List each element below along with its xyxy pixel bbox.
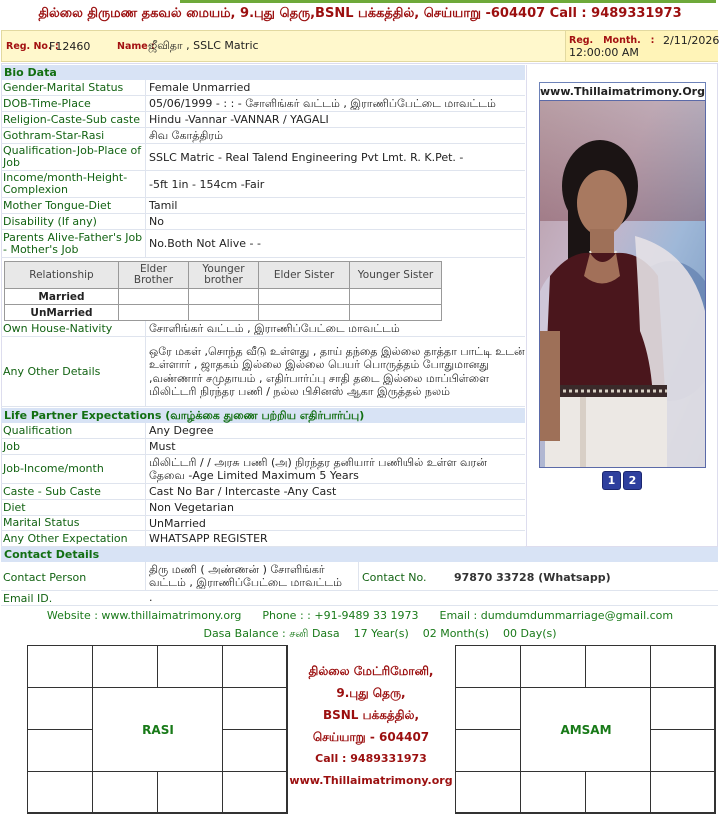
partner-row-label: Caste - Sub Caste (3, 484, 101, 498)
bio-row-label: Gothram-Star-Rasi (3, 128, 105, 142)
relationship-cell (189, 289, 259, 305)
chart-house-cell (222, 771, 288, 814)
chart-house-cell (92, 645, 158, 688)
partner-row-value: WHATSAPP REGISTER (145, 531, 525, 546)
bio-row-label: Disability (If any) (3, 214, 97, 228)
bio-data-heading: Bio Data (1, 65, 525, 80)
name-value: ஜீவிதா , SSLC Matric (148, 39, 259, 52)
partner-row-label: Diet (3, 500, 26, 514)
bio-row (1, 144, 525, 171)
relationship-cell (119, 289, 189, 305)
detail-row-value: ஒரே மகள் ,சொந்த வீடு உள்ளது , தாய் தந்தை இல்லை தாத்தா பாட்டி உடன் உள்ளார் , ஜாதகம் இல்லை இல்லை பெயர் பொருத்தம் போதுமானது ,வண்ணார் சமுதாயம் , எதிர்பார்ப்பு சாதி தடை இல்லை மாப்பிள்ளை மிலிட்டரி நிரந்தர பணி / நல்ல பிசினஸ் ஆகா இருத்தல் நலம் (145, 337, 525, 406)
relationship-header: Elder Sister (259, 262, 350, 289)
partner-row-value: Any Degree (145, 423, 525, 438)
bio-row-label: Parents Alive-Father's Job - Mother's Job (3, 230, 143, 256)
rasi-chart (27, 645, 287, 813)
contact-person-label: Contact Person (3, 571, 87, 584)
chart-house-cell (455, 771, 521, 814)
bio-row-value: SSLC Matric - Real Talend Engineering Pvt Lmt. R. K.Pet. - (145, 144, 525, 170)
bio-row-value: 05/06/1999 - : : - சோளிங்கர் வட்டம் , இராணிப்பேட்டை மாவட்டம் (145, 96, 525, 111)
partner-row (1, 439, 525, 455)
chart-center-cell (520, 687, 651, 772)
reg-month-label: Reg. Month. : (569, 35, 655, 46)
bio-row (1, 80, 525, 96)
chart-house-cell (585, 645, 651, 688)
relationship-row-label: Married (5, 289, 119, 305)
partner-row (1, 500, 525, 516)
chart-house-cell (222, 645, 288, 688)
partner-expectations-heading: Life Partner Expectations (வாழ்க்கை துணை பற்றிய எதிர்பார்ப்பு) (1, 408, 525, 423)
relationship-header: Younger brother (189, 262, 259, 289)
bio-row-value: Hindu -Vannar -VANNAR / YAGALI (145, 112, 525, 127)
bio-row-value: No (145, 214, 525, 229)
relationship-cell (259, 289, 350, 305)
footer-contact-line: Website : www.thillaimatrimony.org Phone : : +91-9489 33 1973 Email : dumdumdummarriage@gmail.com (46, 609, 674, 622)
bio-row (1, 96, 525, 112)
chart-house-cell (650, 729, 716, 772)
partner-row-value: Must (145, 439, 525, 454)
partner-row-label: Any Other Expectation (3, 531, 128, 545)
partner-row-label: Marital Status (3, 516, 80, 529)
amsam-title: AMSAM (560, 723, 612, 737)
chart-house-cell (585, 771, 651, 814)
partner-row-value: மிலிட்டரி / / அரசு பணி (அ) நிரந்தர தனியார் பணியில் உள்ள வரன் தேவை -Age Limited Maximum 5 Years (145, 455, 525, 483)
detail-row-label: Any Other Details (3, 364, 101, 378)
bio-row-value: -5ft 1in - 154cm -Fair (145, 171, 525, 197)
registration-bar (1, 30, 718, 62)
chart-house-cell (157, 645, 223, 688)
photo-page-button-2[interactable]: 2 (624, 472, 641, 489)
partner-row (1, 484, 525, 500)
rasi-title: RASI (142, 723, 174, 737)
bio-row-label: Gender-Marital Status (3, 80, 124, 94)
partner-row (1, 423, 525, 439)
center-box-line: BSNL பக்கத்தில், (322, 708, 420, 722)
bio-row (1, 171, 525, 198)
chart-house-cell (222, 687, 288, 730)
center-box-line: 9.புது தெரு, (336, 686, 406, 700)
partner-row-label: Job-Income/month (3, 462, 104, 475)
photo-page-button-1[interactable]: 1 (603, 472, 620, 489)
dasa-balance-line: Dasa Balance : சனி Dasa 17 Year(s) 02 Month(s) 00 Day(s) (203, 627, 557, 640)
relationship-cell (259, 305, 350, 321)
relationship-table (4, 261, 442, 321)
center-box-line: தில்லை மேட்ரிமோனி, (308, 664, 434, 678)
relationship-cell (189, 305, 259, 321)
bio-row-label: DOB-Time-Place (3, 96, 91, 110)
bio-row-value: சிவ கோத்திரம் (145, 128, 525, 143)
bio-row (1, 128, 525, 144)
partner-row-label: Job (3, 439, 20, 453)
chart-house-cell (455, 645, 521, 688)
reg-date-box (565, 31, 718, 61)
chart-house-cell (650, 687, 716, 730)
relationship-header: Elder Brother (119, 262, 189, 289)
chart-house-cell (27, 729, 93, 772)
partner-row (1, 455, 525, 484)
reg-time: 12:00:00 AM (569, 46, 639, 59)
bio-row-label: Income/month-Height-Complexion (3, 171, 128, 196)
chart-house-cell (157, 771, 223, 814)
center-address-box (288, 660, 454, 792)
detail-row-label: Own House-Nativity (3, 321, 113, 335)
profile-photo[interactable] (539, 100, 706, 468)
chart-house-cell (650, 645, 716, 688)
bio-row (1, 198, 525, 214)
chart-house-cell (520, 645, 586, 688)
top-accent-line (0, 0, 720, 4)
chart-house-cell (92, 771, 158, 814)
reg-no-label: Reg. No. : (6, 41, 59, 52)
bio-row (1, 230, 525, 258)
contact-details-heading: Contact Details (1, 547, 718, 562)
detail-row (1, 321, 525, 337)
partner-row-label: Qualification (3, 423, 73, 437)
relationship-row-label: UnMarried (5, 305, 119, 321)
photo-panel (526, 65, 717, 547)
chart-house-cell (27, 687, 93, 730)
center-box-line: Call : 9489331973 (315, 752, 427, 765)
partner-row (1, 516, 525, 531)
relationship-cell (119, 305, 189, 321)
email-label: Email ID. (3, 592, 53, 605)
profile-photo-image (540, 101, 706, 468)
chart-house-cell (650, 771, 716, 814)
bio-row-label: Mother Tongue-Diet (3, 198, 112, 212)
detail-row-value: சோளிங்கர் வட்டம் , இராணிப்பேட்டை மாவட்டம் (145, 321, 525, 336)
chart-house-cell (455, 729, 521, 772)
email-value: . (149, 591, 153, 604)
bio-row-label: Religion-Caste-Sub caste (3, 112, 140, 126)
reg-no-value: F12460 (49, 40, 91, 53)
bio-row (1, 214, 525, 230)
name-label: Name : (117, 41, 155, 52)
bio-row-value: Female Unmarried (145, 80, 525, 95)
detail-row (1, 337, 525, 407)
photo-site-url: www.Thillaimatrimony.Org (539, 82, 706, 101)
contact-person-row (1, 562, 718, 591)
relationship-cell (350, 289, 442, 305)
chart-house-cell (222, 729, 288, 772)
bio-row-value: No.Both Not Alive - - (145, 230, 525, 257)
partner-row-value: Non Vegetarian (145, 500, 525, 515)
bio-row (1, 112, 525, 128)
contact-person-value: திரு மணி ( அண்ணன் ) சோளிங்கர் வட்டம் , இராணிப்பேட்டை மாவட்டம் (145, 562, 359, 591)
relationship-header: Younger Sister (350, 262, 442, 289)
chart-house-cell (27, 645, 93, 688)
relationship-cell (350, 305, 442, 321)
partner-row-value: UnMarried (145, 516, 525, 530)
chart-house-cell (455, 687, 521, 730)
contact-number-label: Contact No. (362, 571, 427, 584)
bio-row-label: Qualification-Job-Place of Job (3, 144, 142, 169)
page-header: தில்லை திருமண தகவல் மையம், 9.புது தெரு,BSNL பக்கத்தில், செய்யாறு -604407 Call : 9489331973 (38, 6, 682, 21)
amsam-chart (455, 645, 715, 813)
partner-row-value: Cast No Bar / Intercaste -Any Cast (145, 484, 525, 499)
chart-center-cell (92, 687, 223, 772)
reg-date: 2/11/2026 (663, 34, 720, 47)
center-box-line: செய்யாறு - 604407 (312, 730, 430, 744)
chart-house-cell (27, 771, 93, 814)
contact-number-value[interactable]: 97870 33728 (Whatsapp) (454, 571, 611, 584)
chart-house-cell (520, 771, 586, 814)
bio-row-value: Tamil (145, 198, 525, 213)
email-row (1, 591, 718, 606)
relationship-header: Relationship (5, 262, 119, 289)
center-box-line: www.Thillaimatrimony.org (289, 774, 453, 787)
partner-row (1, 531, 525, 547)
